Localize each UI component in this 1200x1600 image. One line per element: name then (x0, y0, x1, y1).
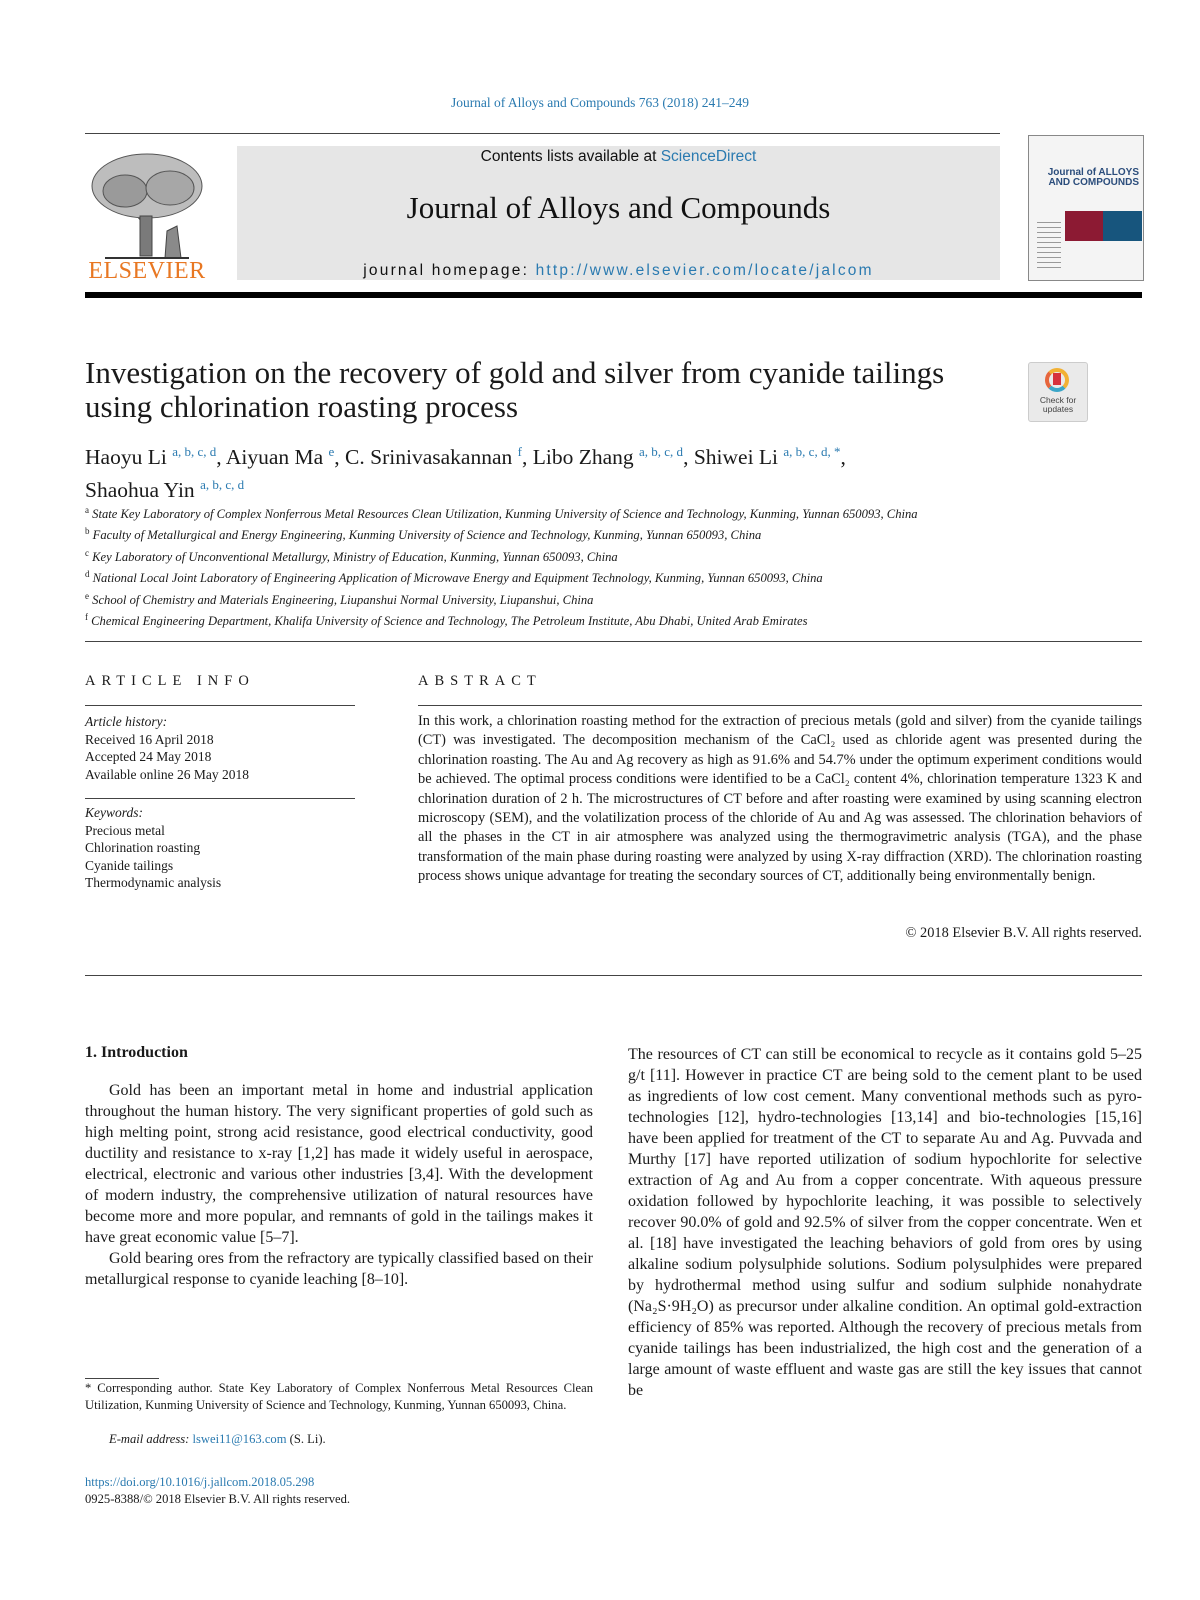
check-for-updates-badge[interactable] (1028, 362, 1088, 422)
body-paragraph: The resources of CT can still be economical to recycle as it contains gold 5–25 g/t [11]. However in practice CT are being sold to the cement plant to be used as ingredients of low cost cement. Many conventional methods such as pyro-technologies [12], hydro-technologies [13,14] and bio-technologies [15,16] have been applied for treatment of the CT to separate Au and Ag. Puvvada and Murthy [17] have reported utilization of sodium hypochlorite for selective extraction of Ag and Au from a copper concentrate. With aqueous pressure oxidation followed by hypochlorite leaching, it was possible to selectively recover 90.0% of gold and 92.5% of silver from the copper concentrate. Wen et al. [18] have investigated the leaching behaviors of gold from ores by using alkaline sodium polysulphide solutions. Sodium polysulphides were prepared by hydrothermal method using sulfur and sodium sulphide nonahydrate (Na₂S·9H₂O) as precursor under alkaline condition. An optimal gold-extraction efficiency of 85% was reported. Although the recovery of precious metals from cyanide tailings has been industrialized, the high cost and the generation of a large amount of waste effluent and waste gas are still the key issues that cannot be (628, 1046, 1142, 1399)
cover-blue-block (1103, 211, 1142, 241)
article-info-heading: ARTICLE INFO (85, 673, 255, 689)
affiliation-text: School of Chemistry and Materials Engineering, Liupanshui Normal University, Liupanshui, China (92, 593, 594, 608)
cover-text-lines (1037, 222, 1061, 272)
abstract-heading: ABSTRACT (418, 673, 542, 689)
issn-line: 0925-8388/© 2018 Elsevier B.V. All rights reserved. (85, 1492, 351, 1506)
abstract-copyright: © 2018 Elsevier B.V. All rights reserved. (905, 925, 1142, 941)
author-name[interactable]: Shiwei Li (693, 445, 779, 470)
body-paragraph: Gold bearing ores from the refractory are typically classified based on their metallurgical response to cyanide leaching [8–10]. (85, 1250, 593, 1288)
keyword: Precious metal (85, 822, 165, 838)
affiliation-item (85, 502, 1025, 523)
email-suffix: (S. Li). (286, 1432, 326, 1446)
elsevier-wordmark: ELSEVIER (88, 258, 206, 284)
keywords-divider (85, 798, 355, 799)
affiliation-item (85, 588, 1025, 609)
affiliation-key: d (85, 569, 90, 580)
author-affiliation-marks[interactable]: a, b, c, d, * (783, 444, 841, 459)
affiliation-key: c (85, 547, 89, 558)
body-paragraph: Gold has been an important metal in home and industrial application throughout the human history. The very significant properties of gold such as high melting point, strong acid resistance, good electrical conductivity, good ductility and resistance to x-ray [1,2] has made it widely useful in aerospace, electrical, electronic and various other industries [3,4]. With the development of modern industry, the comprehensive utilization of natural resources have become more and more popular, and remnants of gold in the tailings makes it have great economic value [5–7]. (85, 1082, 593, 1246)
body-right-column (628, 1044, 1142, 1401)
keyword: Chlorination roasting (85, 840, 201, 855)
journal-title: Journal of Alloys and Compounds (406, 190, 831, 225)
email-label: E-mail address: (109, 1432, 193, 1446)
journal-homepage (237, 262, 1000, 280)
affiliations-divider (85, 641, 1142, 642)
author-name[interactable]: Shaohua Yin (85, 478, 195, 503)
sciencedirect-link[interactable]: ScienceDirect (660, 148, 757, 165)
article-title: Investigation on the recovery of gold and silver from cyanide tailings using chlorination roasting process (85, 355, 945, 424)
affiliation-key: f (85, 612, 88, 623)
affiliation-text: State Key Laboratory of Complex Nonferrous Metal Resources Clean Utilization, Kunming University of Science and Technology, Kunming, Yunnan 650093, China (92, 507, 918, 522)
keyword: Cyanide tailings (85, 857, 174, 873)
affiliation-list (85, 502, 1025, 631)
check-updates-label: Check for updates (1039, 395, 1077, 414)
journal-cover-thumbnail[interactable] (1028, 135, 1144, 281)
author-name[interactable]: Aiyuan Ma (225, 445, 324, 470)
affiliation-text: Faculty of Metallurgical and Energy Engineering, Kunming University of Science and Technology, Kunming, Yunnan 650093, China (92, 528, 762, 543)
affiliation-item (85, 609, 1025, 630)
affiliation-text: National Local Joint Laboratory of Engineering Application of Microwave Energy and Equipment Technology, Kunming, Yunnan 650093, China (92, 571, 823, 586)
section-heading: 1. Introduction (85, 1044, 188, 1061)
history-label: Article history: (85, 714, 168, 729)
author-affiliation-marks[interactable]: a, b, c, d (172, 444, 217, 459)
article-history (85, 713, 355, 783)
accepted-date: Accepted 24 May 2018 (85, 749, 212, 764)
affiliation-text: Chemical Engineering Department, Khalifa University of Science and Technology, The Petroleum Institute, Abu Dhabi, United Arab Emirates (91, 614, 808, 629)
article-info-divider (85, 705, 355, 706)
email-line (109, 1432, 326, 1447)
author-affiliation-marks[interactable]: f (517, 444, 522, 459)
homepage-link[interactable]: http://www.elsevier.com/locate/jalcom (535, 262, 874, 279)
corresponding-author-footnote: * Corresponding author. State Key Laboratory of Complex Nonferrous Metal Resources Clean Utilization, Kunming University of Science and Technology, Kunming, Yunnan 650093, China. (85, 1381, 593, 1413)
keywords-label: Keywords: (85, 805, 143, 820)
keywords-block (85, 804, 355, 892)
author-name[interactable]: Libo Zhang (532, 445, 634, 470)
author-affiliation-marks[interactable]: e (328, 444, 335, 459)
abstract-divider (418, 705, 1142, 706)
affiliation-item (85, 523, 1025, 544)
bookmark-icon (1053, 373, 1061, 385)
doi-link[interactable]: https://doi.org/10.1016/j.jallcom.2018.05.298 (85, 1475, 315, 1489)
affiliation-item (85, 566, 1025, 587)
journal-citation[interactable]: Journal of Alloys and Compounds 763 (2018) 241–249 (450, 95, 750, 110)
keyword: Thermodynamic analysis (85, 875, 222, 890)
author-name[interactable]: Haoyu Li (85, 445, 167, 470)
affiliation-text: Key Laboratory of Unconventional Metallurgy, Ministry of Education, Kunming, Yunnan 650093, China (92, 550, 618, 565)
author-list: Haoyu Li $^{a, b, c, d}$, Aiyuan Ma $^e$, C. Srinivasakannan $^f$, Libo Zhang $^{a, b, c, d}$, Shiwei Li $^{a, b, c, d, *}$, Shaohua Yin $^{a, b, c, d}$ (85, 444, 846, 503)
author-affiliation-marks[interactable]: a, b, c, d (200, 477, 245, 493)
affiliation-key: b (85, 526, 90, 537)
abstract-text: In this work, a chlorination roasting method for the extraction of precious metals (gold and silver) from the cyanide tailings (CT) was investigated. The decomposition mechanism of the CaCl₂ used as chloride agent was presented during the chlorination roasting. The Au and Ag recovery as high as 91.6% and 54.7% under the optimum experiment conditions would be achieved. The optimal process conditions were identified to be a CaCl₂ content 4%, chlorination temperature 1323 K and chlorination duration of 2 h. The microstructures of CT before and after roasting were examined by using scanning electron microscopy (SEM), and the volatilization process of the chloride of Au and Ag was assessed. The chlorination behaviors of all the phases in the CT in air atmosphere was analyzed using the thermogravimetric analysis (TGA), and the phase transformation of the main phase during roasting were analyzed by using X-ray diffraction (XRD). The chlorination roasting process shows unique advantage for treating the secondary sources of CT, additionally being environmentally benign. (418, 713, 1142, 885)
author-name[interactable]: C. Srinivasakannan (345, 445, 513, 470)
affiliation-key: a (85, 505, 89, 515)
homepage-prefix: journal homepage: (363, 262, 536, 279)
body-left-column (85, 1044, 593, 1290)
cover-title: Journal of ALLOYS AND COMPOUNDS (1047, 167, 1139, 188)
cover-red-block (1065, 211, 1103, 241)
affiliation-item (85, 545, 1025, 566)
abstract-end-divider (85, 975, 1142, 976)
contents-prefix: Contents lists available at (480, 148, 661, 165)
received-date: Received 16 April 2018 (85, 731, 214, 747)
email-link[interactable]: lswei11@163.com (192, 1432, 287, 1446)
contents-line (237, 148, 1000, 166)
online-date: Available online 26 May 2018 (85, 766, 249, 782)
affiliation-key: e (85, 590, 89, 601)
header-divider (85, 133, 1000, 134)
header-bottom-bar (85, 292, 1142, 298)
author-affiliation-marks[interactable]: a, b, c, d (639, 444, 684, 459)
footnote-divider (85, 1378, 159, 1379)
